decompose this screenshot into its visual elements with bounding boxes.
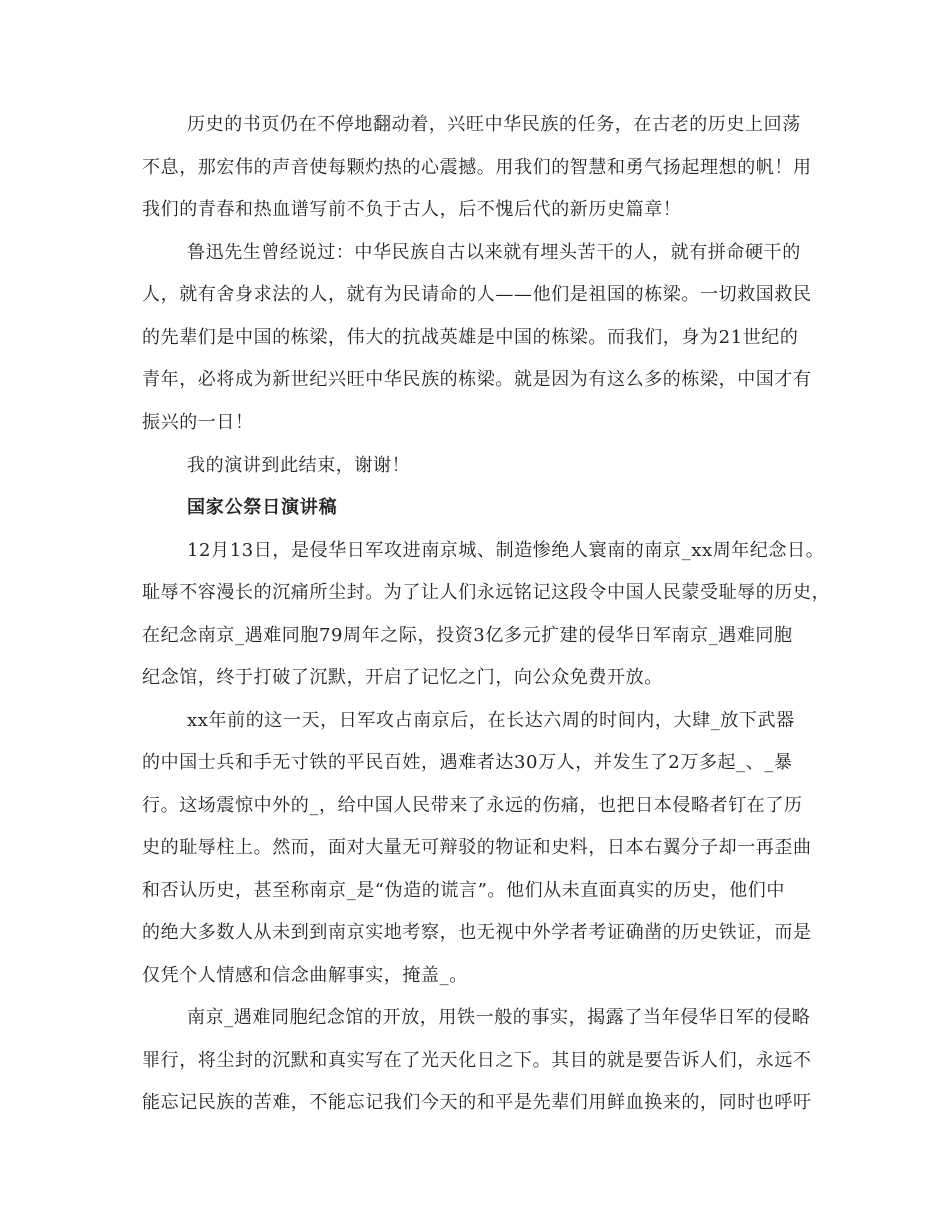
paragraph-line: 鲁迅先生曾经说过：中华民族自古以来就有埋头苦干的人，就有拼命硬干的: [187, 242, 801, 263]
paragraph-line: 在纪念南京_遇难同胞79周年之际，投资3亿多元扩建的侵华日军南京_遇难同胞: [142, 625, 793, 646]
paragraph-line: 历史的书页仍在不停地翻动着，兴旺中华民族的任务，在古老的历史上回荡: [187, 114, 801, 135]
paragraph-line: 青年，必将成为新世纪兴旺中华民族的栋梁。就是因为有这么多的栋梁，中国才有: [142, 369, 812, 390]
paragraph-line: 12月13日，是侵华日军攻进南京城、制造惨绝人寰南的南京_xx周年纪念日。: [187, 540, 825, 561]
paragraph-line: 能忘记民族的苦难，不能忘记我们今天的和平是先辈们用鲜血换来的，同时也呼吁: [142, 1092, 812, 1113]
paragraph-line: 行。这场震惊中外的_，给中国人民带来了永远的伤痛，也把日本侵略者钉在了历: [142, 795, 803, 816]
paragraph-line: 史的耻辱柱上。然而，面对大量无可辩驳的物证和史料，日本右翼分子却一再歪曲: [142, 837, 812, 858]
paragraph-line: 南京_遇难同胞纪念馆的开放，用铁一般的事实，揭露了当年侵华日军的侵略: [187, 1007, 811, 1028]
paragraph-line: xx年前的这一天，日军攻占南京后，在长达六周的时间内，大肆_放下武器: [187, 710, 795, 731]
paragraph-line: 我们的青春和热血谱写前不负于古人，后不愧后代的新历史篇章！: [142, 199, 682, 220]
paragraph-line: 的中国士兵和手无寸铁的平民百姓，遇难者达30万人，并发生了2万多起_、_暴: [142, 752, 793, 773]
paragraph-line: 人，就有舍身求法的人，就有为民请命的人——他们是祖国的栋梁。一切救国救民: [142, 284, 812, 305]
paragraph-line: 仅凭个人情感和信念曲解事实，掩盖_。: [142, 965, 468, 986]
paragraph-line: 的绝大多数人从未到到南京实地考察，也无视中外学者考证确凿的历史铁证，而是: [142, 922, 812, 943]
paragraph-line: 耻辱不容漫长的沉痛所尘封。为了让人们永远铭记这段令中国人民蒙受耻辱的历史，: [142, 582, 831, 603]
paragraph-line: 我的演讲到此结束，谢谢！: [187, 455, 411, 476]
paragraph-line: 的先辈们是中国的栋梁，伟大的抗战英雄是中国的栋梁。而我们，身为21世纪的: [142, 327, 799, 348]
paragraph-line: 和否认历史，甚至称南京_是“伪造的谎言”。他们从未直面真实的历史，他们中: [142, 880, 786, 901]
section-heading: 国家公祭日演讲稿: [187, 497, 338, 518]
paragraph-line: 罪行，将尘封的沉默和真实写在了光天化日之下。其目的就是要告诉人们，永远不: [142, 1050, 812, 1071]
paragraph-line: 振兴的一日！: [142, 412, 254, 433]
paragraph-line: 不息，那宏伟的声音使每颗灼热的心震撼。用我们的智慧和勇气扬起理想的帆！用: [142, 157, 812, 178]
paragraph-line: 纪念馆，终于打破了沉默，开启了记忆之门，向公众免费开放。: [142, 667, 663, 688]
